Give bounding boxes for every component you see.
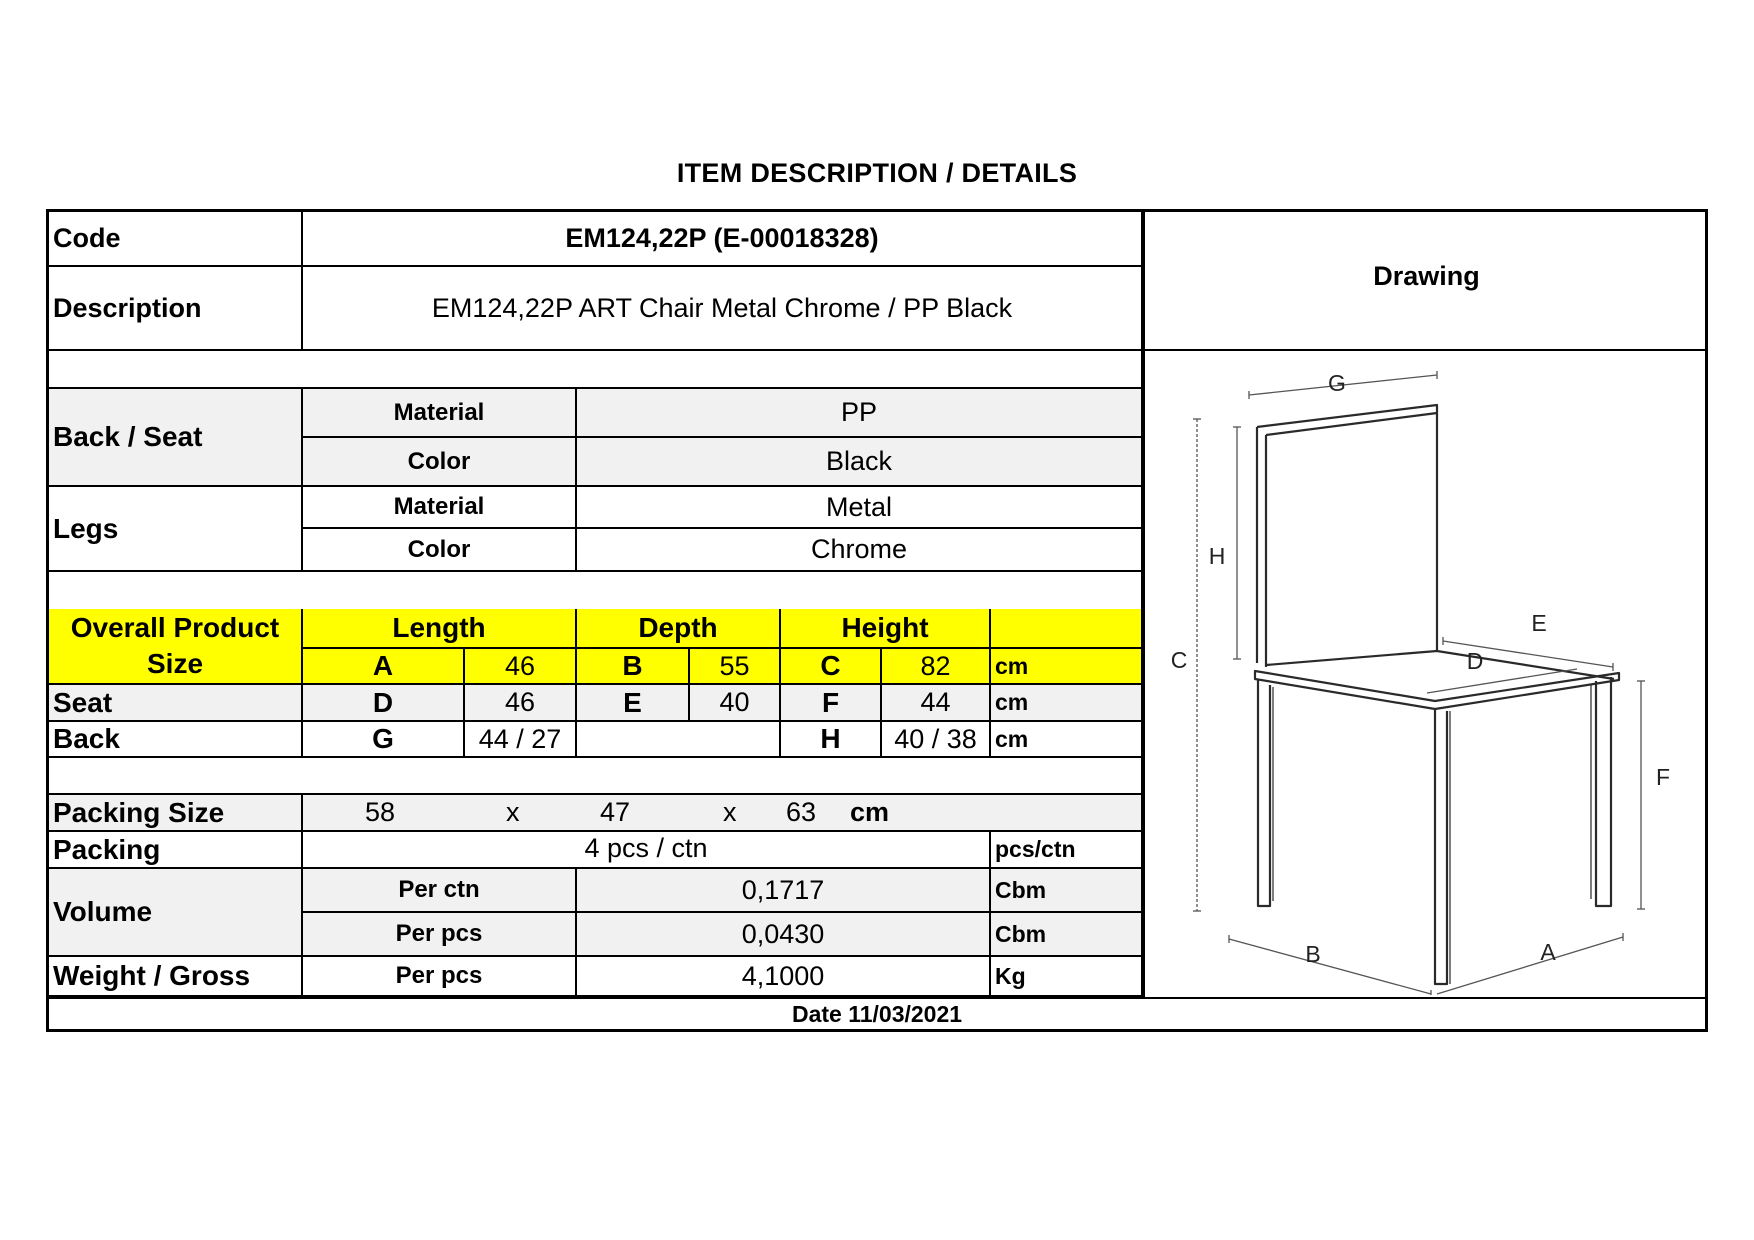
drawing-header: Drawing	[1145, 212, 1708, 351]
depth-header: Depth	[577, 609, 781, 649]
volume-label: Volume	[49, 869, 303, 957]
packing-x-2: x	[723, 797, 737, 827]
volume-per-pcs-unit: Cbm	[991, 913, 1143, 957]
description-value: EM124,22P ART Chair Metal Chrome / PP Black	[303, 267, 1143, 351]
dimension-letter-d: D	[303, 685, 465, 722]
dimension-value-h: 40 / 38	[882, 722, 991, 758]
volume-per-ctn-value: 0,1717	[577, 869, 991, 913]
dimension-letter-c: C	[781, 649, 882, 685]
drawing-panel	[1143, 212, 1708, 997]
dimension-letter-f: F	[781, 685, 882, 722]
code-value: EM124,22P (E-00018328)	[303, 212, 1143, 267]
back-seat-material-label: Material	[303, 389, 577, 438]
dimension-value-f: 44	[882, 685, 991, 722]
document-title: ITEM DESCRIPTION / DETAILS	[676, 158, 1078, 188]
volume-per-pcs-value: 0,0430	[577, 913, 991, 957]
packing-size-unit: cm	[850, 797, 890, 827]
weight-unit: Kg	[991, 957, 1143, 997]
unit-header-blank	[991, 609, 1143, 649]
dimension-value-e: 40	[690, 685, 781, 722]
legs-color-value: Chrome	[577, 529, 1143, 572]
packing-x-1: x	[506, 797, 520, 827]
packing-size-label: Packing Size	[49, 795, 303, 832]
packing-width: 47	[600, 797, 631, 827]
dimension-label-g: G	[1328, 370, 1346, 396]
dimension-label-e: E	[1531, 610, 1547, 636]
volume-per-ctn-unit: Cbm	[991, 869, 1143, 913]
description-label: Description	[49, 267, 303, 351]
dimension-value-c: 82	[882, 649, 991, 685]
height-header: Height	[781, 609, 991, 649]
packing-unit: pcs/ctn	[991, 832, 1143, 869]
overall-size-label: Overall Product Size	[49, 609, 303, 685]
dimension-letter-b: B	[577, 649, 690, 685]
back-seat-color-value: Black	[577, 438, 1143, 487]
dimension-value-a: 46	[465, 649, 577, 685]
code-label: Code	[49, 212, 303, 267]
spacer-row	[49, 351, 1143, 389]
spacer-row	[49, 758, 1143, 795]
size-unit: cm	[991, 649, 1143, 685]
dimension-letter-h: H	[781, 722, 882, 758]
dimension-letter-g: G	[303, 722, 465, 758]
dimension-label-a: A	[1540, 939, 1556, 965]
dimension-label-f: F	[1655, 764, 1671, 790]
packing-size-cell	[303, 795, 1143, 832]
seat-label: Seat	[49, 685, 303, 722]
seat-unit: cm	[991, 685, 1143, 722]
legs-color-label: Color	[303, 529, 577, 572]
weight-per-pcs-label: Per pcs	[303, 957, 577, 997]
volume-per-ctn-label: Per ctn	[303, 869, 577, 913]
chair-drawing	[1145, 351, 1708, 995]
blank-cell	[577, 722, 781, 758]
weight-value: 4,1000	[577, 957, 991, 997]
back-unit: cm	[991, 722, 1143, 758]
back-seat-label: Back / Seat	[49, 389, 303, 487]
back-seat-color-label: Color	[303, 438, 577, 487]
legs-label: Legs	[49, 487, 303, 572]
length-header: Length	[303, 609, 577, 649]
dimension-value-d: 46	[465, 685, 577, 722]
dimension-letter-e: E	[577, 685, 690, 722]
packing-height: 63	[786, 797, 817, 827]
date-footer: Date 11/03/2021	[49, 997, 1705, 1029]
dimension-label-c: C	[1170, 647, 1188, 673]
spacer-row	[49, 572, 1143, 609]
dimension-value-b: 55	[690, 649, 781, 685]
legs-material-value: Metal	[577, 487, 1143, 529]
dimension-value-g: 44 / 27	[465, 722, 577, 758]
packing-length: 58	[365, 797, 396, 827]
back-seat-material-value: PP	[577, 389, 1143, 438]
legs-material-label: Material	[303, 487, 577, 529]
dimension-label-b: B	[1305, 941, 1321, 967]
dimension-label-h: H	[1208, 543, 1226, 569]
dimension-label-d: D	[1466, 648, 1484, 674]
packing-label: Packing	[49, 832, 303, 869]
weight-label: Weight / Gross	[49, 957, 303, 997]
back-label: Back	[49, 722, 303, 758]
dimension-letter-a: A	[303, 649, 465, 685]
volume-per-pcs-label: Per pcs	[303, 913, 577, 957]
packing-value: 4 pcs / ctn	[303, 832, 991, 869]
spec-sheet	[46, 209, 1708, 1032]
